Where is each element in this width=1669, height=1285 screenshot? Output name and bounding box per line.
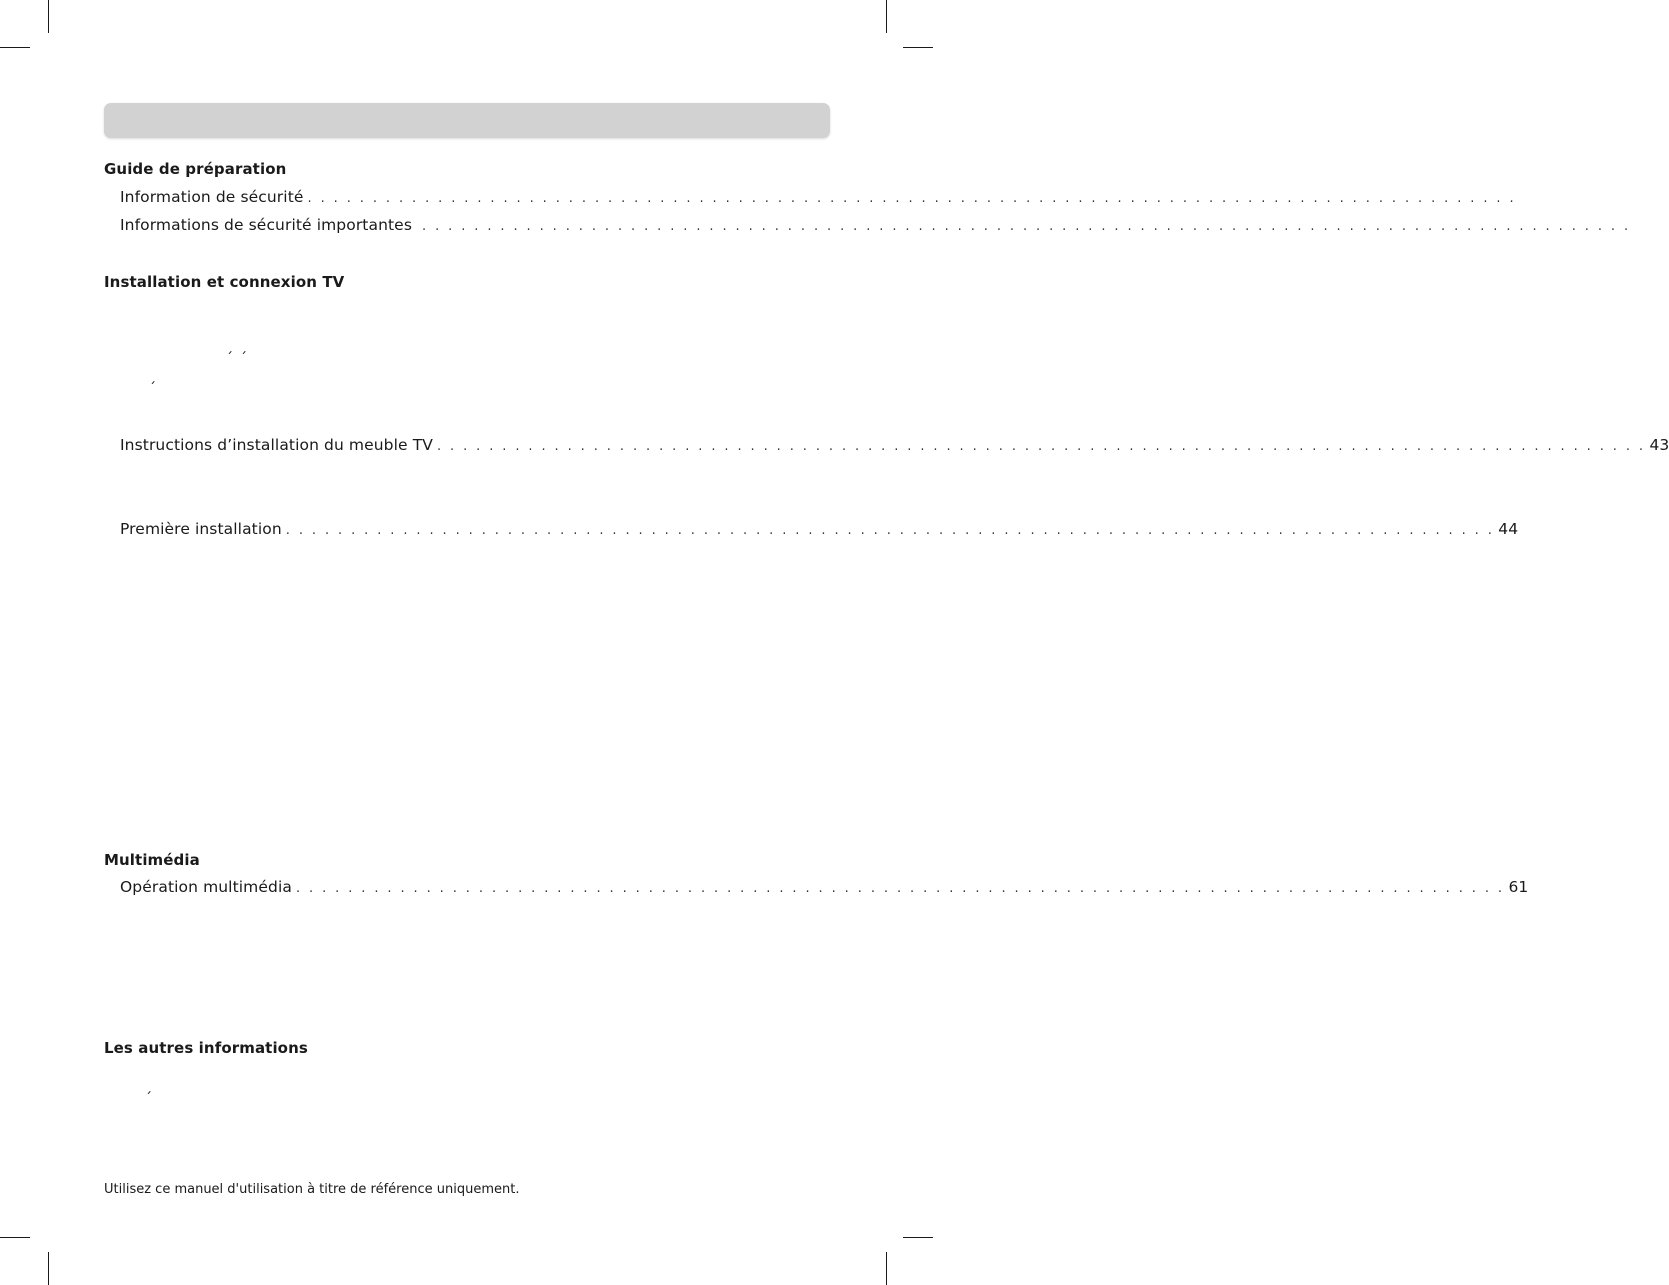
- crop-mark-bottom-left-vertical: [48, 1252, 49, 1285]
- crop-mark-top-right-horizontal: [903, 47, 933, 48]
- toc-entry-page: 61: [1508, 878, 1529, 896]
- section-title-multimedia: Multimédia: [104, 851, 200, 869]
- dot-leader: . . . . . . . . . . . . . . . . . . . . . . . . . . . . . . . . . . . . . . . . . . . . . . . . . . . . . . . . . . . . . . . . . . . . . . . . . . . . . . . . . . . . . . . . . . . . .: [436, 439, 1646, 454]
- accent-mark: ´: [226, 351, 233, 367]
- toc-entry-page: 44: [1498, 520, 1519, 538]
- dot-leader: . . . . . . . . . . . . . . . . . . . . . . . . . . . . . . . . . . . . . . . . . . . . . . . . . . . . . . . . . . . . . . . . . . . . . . . . . . . . . . . . . . . . . . . . . . . . .: [422, 219, 1631, 234]
- accent-mark: ´: [145, 1091, 152, 1107]
- dot-leader: . . . . . . . . . . . . . . . . . . . . . . . . . . . . . . . . . . . . . . . . . . . . . . . . . . . . . . . . . . . . . . . . . . . . . . . . . . . . . . . . . . . . . . . . . . . . .: [285, 523, 1495, 538]
- toc-entry-information-securite[interactable]: [120, 188, 1516, 210]
- crop-mark-top-left-vertical: [48, 0, 49, 33]
- toc-entry-informations-securite-importantes[interactable]: [120, 216, 1631, 238]
- toc-entry-label: Instructions d’installation du meuble TV: [120, 436, 433, 454]
- toc-entry-page: 43: [1649, 436, 1669, 454]
- toc-entry-operation-multimedia[interactable]: [120, 878, 1529, 900]
- footer-note: Utilisez ce manuel d'utilisation à titre de référence uniquement.: [104, 1182, 520, 1197]
- dot-leader: . . . . . . . . . . . . . . . . . . . . . . . . . . . . . . . . . . . . . . . . . . . . . . . . . . . . . . . . . . . . . . . . . . . . . . . . . . . . . . . . . . . . . . . . . . . . .: [307, 191, 1516, 206]
- crop-mark-top-left-horizontal: [0, 47, 30, 48]
- toc-entry-label: Opération multimédia: [120, 878, 292, 896]
- toc-entry-label: Information de sécurité: [120, 188, 304, 206]
- section-title-autres-informations: Les autres informations: [104, 1039, 308, 1057]
- header-bar: [104, 103, 830, 138]
- toc-entry-instructions-meuble-tv[interactable]: [120, 436, 1669, 458]
- crop-mark-top-right-vertical: [886, 0, 887, 33]
- accent-mark: ´: [149, 381, 156, 397]
- accent-mark: ´: [240, 351, 247, 367]
- toc-entry-label: Informations de sécurité importantes: [120, 216, 412, 234]
- crop-mark-bottom-right-horizontal: [903, 1237, 933, 1238]
- toc-entry-label: Première installation: [120, 520, 282, 538]
- crop-mark-bottom-left-horizontal: [0, 1237, 30, 1238]
- crop-mark-bottom-right-vertical: [886, 1252, 887, 1285]
- dot-leader: . . . . . . . . . . . . . . . . . . . . . . . . . . . . . . . . . . . . . . . . . . . . . . . . . . . . . . . . . . . . . . . . . . . . . . . . . . . . . . . . . . . . . . . . . . . . .: [295, 881, 1505, 896]
- section-title-preparation: Guide de préparation: [104, 160, 287, 178]
- section-title-installation: Installation et connexion TV: [104, 273, 345, 291]
- toc-entry-premiere-installation[interactable]: [120, 520, 1519, 542]
